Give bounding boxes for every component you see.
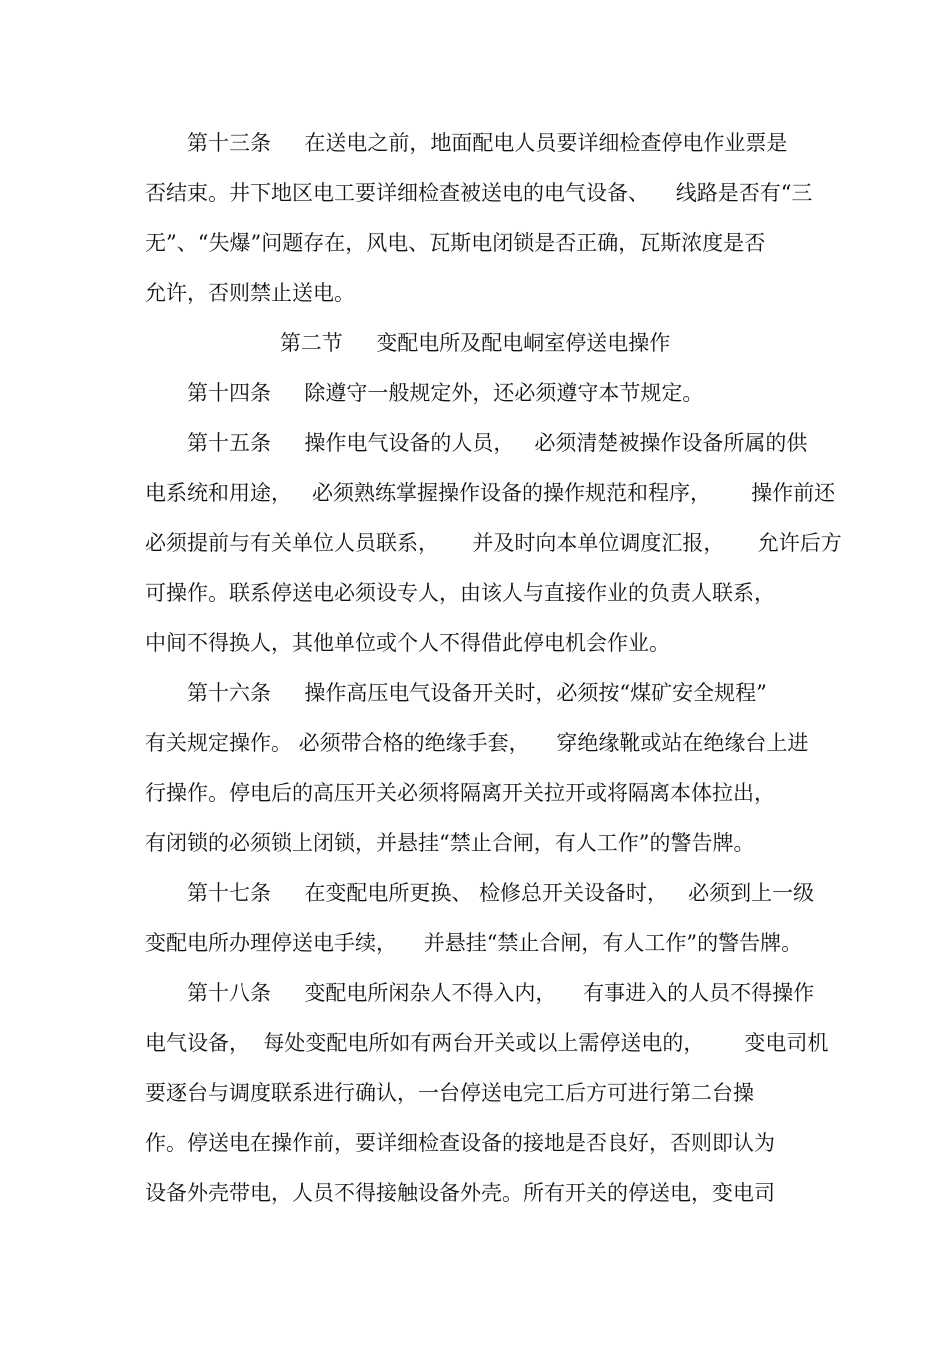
section-heading: 第二节 变配电所及配电峒室停送电操作 [279, 331, 671, 355]
article-17-line-1: 第十七条 在变配电所更换、 检修总开关设备时， 必须到上一级 [187, 881, 815, 905]
article-15-line-2: 电系统和用途， 必须熟练掌握操作设备的操作规范和程序， 操作前还 [145, 481, 836, 505]
article-18-line-1: 第十八条 变配电所闲杂人不得入内， 有事进入的人员不得操作 [187, 981, 815, 1005]
article-13-line-4: 允许，否则禁止送电。 [145, 281, 355, 305]
article-18-line-2: 电气设备， 每处变配电所如有两台开关或以上需停送电的， 变电司机 [145, 1031, 829, 1055]
article-13-line-3: 无”、“失爆”问题存在，风电、瓦斯电闭锁是否正确，瓦斯浓度是否 [145, 231, 766, 255]
article-13-line-1: 第十三条 在送电之前，地面配电人员要详细检查停电作业票是 [187, 131, 788, 155]
article-17-line-2: 变配电所办理停送电手续， 并悬挂“禁止合闸，有人工作”的警告牌。 [145, 931, 803, 955]
article-14-line-1: 第十四条 除遵守一般规定外，还必须遵守本节规定。 [187, 381, 704, 405]
article-16-line-4: 有闭锁的必须锁上闭锁，并悬挂“禁止合闸，有人工作”的警告牌。 [145, 831, 755, 855]
article-15-line-3: 必须提前与有关单位人员联系， 并及时向本单位调度汇报， 允许后方 [145, 531, 842, 555]
article-18-line-3: 要逐台与调度联系进行确认，一台停送电完工后方可进行第二台操 [145, 1081, 754, 1105]
article-16-line-3: 行操作。停电后的高压开关必须将隔离开关拉开或将隔离本体拉出， [145, 781, 775, 805]
article-18-line-4: 作。停送电在操作前，要详细检查设备的接地是否良好，否则即认为 [145, 1131, 775, 1155]
article-13-line-2: 否结束。井下地区电工要详细检查被送电的电气设备、 线路是否有“三 [145, 181, 813, 205]
article-15-line-1: 第十五条 操作电气设备的人员， 必须清楚被操作设备所属的供 [187, 431, 808, 455]
article-15-line-5: 中间不得换人，其他单位或个人不得借此停电机会作业。 [145, 631, 670, 655]
article-15-line-4: 可操作。联系停送电必须设专人，由该人与直接作业的负责人联系， [145, 581, 775, 605]
article-16-line-1: 第十六条 操作高压电气设备开关时，必须按“煤矿安全规程” [187, 681, 767, 705]
article-18-line-5: 设备外壳带电，人员不得接触设备外壳。所有开关的停送电，变电司 [145, 1181, 775, 1205]
article-16-line-2: 有关规定操作。 必须带合格的绝缘手套， 穿绝缘靴或站在绝缘台上进 [145, 731, 809, 755]
